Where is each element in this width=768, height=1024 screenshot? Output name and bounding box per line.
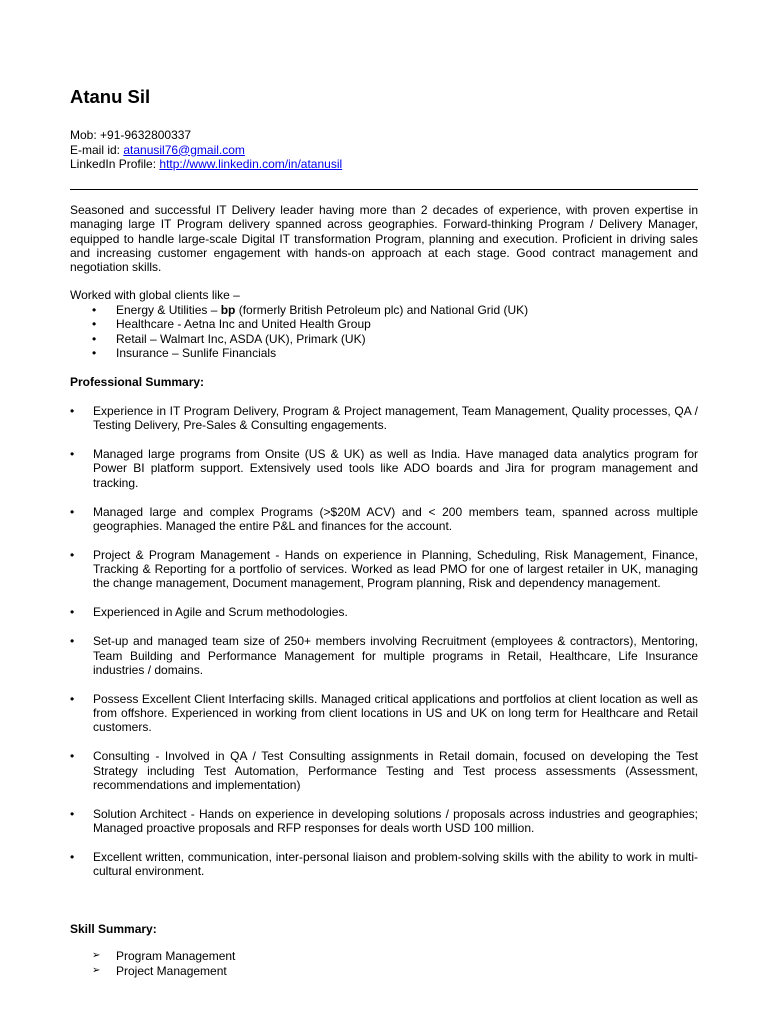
list-item: • Possess Excellent Client Interfacing skills. Managed critical applications and portfolios at client location as well as from offshore. Experienced in working from client locations in US and UK on long term for Healthcare and Retail customers. xyxy=(70,692,698,735)
linkedin-label: LinkedIn Profile: xyxy=(70,157,160,171)
horizontal-divider xyxy=(70,189,698,190)
bp-bold: bp xyxy=(220,302,236,317)
mobile-line xyxy=(70,128,342,143)
list-item: • Experienced in Agile and Scrum methodologies. xyxy=(70,605,698,619)
candidate-name: Atanu Sil xyxy=(70,86,151,107)
email-line xyxy=(70,143,342,158)
email-label: E-mail id: xyxy=(70,142,124,157)
contact-block xyxy=(70,128,342,172)
linkedin-line xyxy=(70,157,342,172)
mobile-label: Mob: xyxy=(70,128,101,142)
skill-summary-list xyxy=(70,949,235,978)
skill-summary-heading: Skill Summary: xyxy=(70,922,157,936)
skill-item: ➢ Program Management xyxy=(70,949,235,964)
client-item-energy xyxy=(70,303,698,318)
professional-summary-heading: Professional Summary: xyxy=(70,375,205,389)
email-link[interactable]: atanusil76@gmail.com xyxy=(123,142,245,157)
clients-intro: Worked with global clients like – xyxy=(70,288,240,302)
client-item-healthcare: • Healthcare - Aetna Inc and United Health Group xyxy=(70,317,698,332)
linkedin-link[interactable]: http://www.linkedin.com/in/atanusil xyxy=(159,157,343,171)
list-item: • Set-up and managed team size of 250+ members involving Recruitment (employees & contractors), Mentoring, Team Building and Performance Management for multiple programs in Retail, Healthcare, Life Insurance industries / domains. xyxy=(70,634,698,677)
list-item: • Consulting - Involved in QA / Test Consulting assignments in Retail domain, focused on developing the Test Strategy including Test Automation, Performance Testing and Test process assessments (Assessment, recommendations and implementation) xyxy=(70,749,698,792)
energy-suffix: (formerly British Petroleum plc) and National Grid (UK) xyxy=(235,302,529,317)
skill-item: ➢ Project Management xyxy=(70,964,235,979)
clients-block xyxy=(70,288,698,361)
energy-prefix: Energy & Utilities – xyxy=(116,302,221,317)
client-item-retail: • Retail – Walmart Inc, ASDA (UK), Primark (UK) xyxy=(70,332,698,347)
list-item: • Experience in IT Program Delivery, Program & Project management, Team Management, Quality processes, QA / Testing Delivery, Pre-Sales & Consulting engagements. xyxy=(70,404,698,433)
mobile-number: +91-9632800337 xyxy=(100,128,192,142)
list-item: • Managed large and complex Programs (>$20M ACV) and < 200 members team, spanned across multiple geographies. Managed the entire P&L and finances for the account. xyxy=(70,505,698,534)
client-item-insurance: • Insurance – Sunlife Financials xyxy=(70,346,698,361)
list-item: • Excellent written, communication, inter-personal liaison and problem-solving skills with the ability to work in multi-cultural environment. xyxy=(70,850,698,879)
profile-summary: Seasoned and successful IT Delivery leader having more than 2 decades of experience, with proven expertise in managing large IT Program delivery spanned across geographies. Forward-thinking Program / Delivery Manager, equipped to handle large-scale Digital IT transformation Program, planning and execution. Proficient in driving sales and increasing customer engagement with hands-on approach at each stage. Good contract management and negotiation skills. xyxy=(70,203,698,275)
clients-list xyxy=(70,303,698,361)
list-item: • Project & Program Management - Hands on experience in Planning, Scheduling, Risk Management, Finance, Tracking & Reporting for a portfolio of services. Worked as lead PMO for one of largest retailer in UK, managing the change management, Document management, Program planning, Risk and dependency management. xyxy=(70,548,698,591)
list-item: • Managed large programs from Onsite (US & UK) as well as India. Have managed data analytics program for Power BI platform support. Extensively used tools like ADO boards and Jira for program management and tracking. xyxy=(70,447,698,490)
list-item: • Solution Architect - Hands on experience in developing solutions / proposals across industries and geographies; Managed proactive proposals and RFP responses for deals worth USD 100 million. xyxy=(70,807,698,836)
professional-summary-list xyxy=(70,404,698,893)
